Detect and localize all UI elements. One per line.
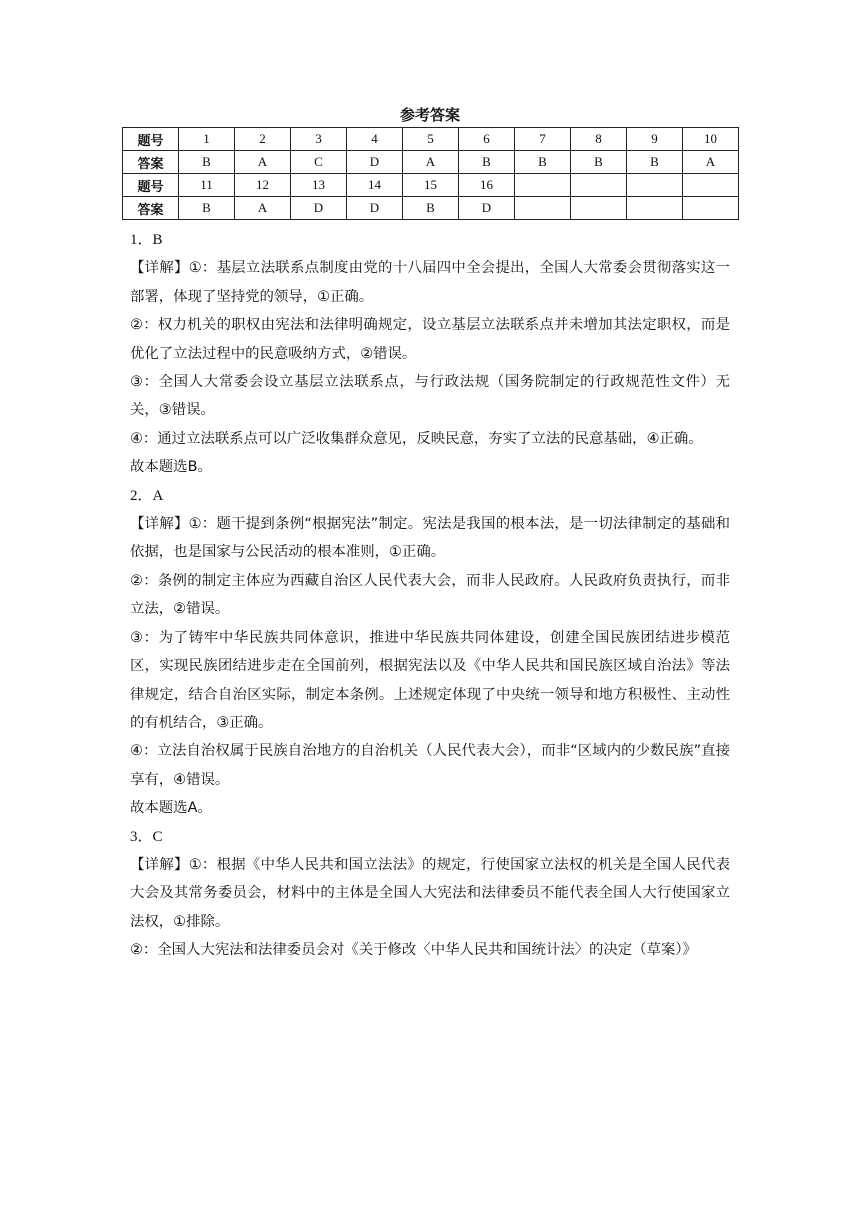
- question-answer-heading: 3．C: [130, 828, 163, 845]
- table-cell: A: [683, 151, 739, 174]
- table-cell: B: [179, 151, 235, 174]
- table-cell: B: [403, 197, 459, 220]
- explanation-paragraph: 【详解】①：基层立法联系点制度由党的十八届四中全会提出，全国人大常委会贯彻落实这一部署，体现了坚持党的领导，①正确。: [130, 260, 730, 305]
- row-header: 题号: [123, 128, 179, 151]
- table-cell: 1: [179, 128, 235, 151]
- explanation-paragraph: ③：全国人大常委会设立基层立法联系点，与行政法规（国务院制定的行政规范性文件）无关，③错误。: [130, 374, 730, 419]
- table-cell: [571, 197, 627, 220]
- table-cell: B: [179, 197, 235, 220]
- table-cell: 5: [403, 128, 459, 151]
- table-cell: D: [459, 197, 515, 220]
- explanation-paragraph: 【详解】①：题干提到条例“根据宪法”制定。宪法是我国的根本法，是一切法律制定的基础和依据，也是国家与公民活动的根本准则，①正确。: [130, 516, 730, 561]
- table-cell: 9: [627, 128, 683, 151]
- table-cell: 16: [459, 174, 515, 197]
- answer-table: [122, 127, 739, 220]
- explanation-paragraph: ②：条例的制定主体应为西藏自治区人民代表大会，而非人民政府。人民政府负责执行，而非立法，②错误。: [130, 572, 730, 618]
- explanation-paragraph: ④：立法自治权属于民族自治地方的自治机关（人民代表大会），而非“区域内的少数民族”直接享有，④错误。: [130, 743, 730, 788]
- page-title: 参考答案: [399, 106, 460, 124]
- table-cell: [515, 197, 571, 220]
- table-cell: 11: [179, 174, 235, 197]
- table-cell: 4: [347, 128, 403, 151]
- table-cell: A: [235, 151, 291, 174]
- table-cell: 3: [291, 128, 347, 151]
- explanation-paragraph: ②：全国人大宪法和法律委员会对《关于修改〈中华人民共和国统计法〉的决定（草案）》: [130, 942, 697, 959]
- table-cell: 14: [347, 174, 403, 197]
- table-cell: D: [291, 197, 347, 220]
- question-answer-heading: 2．A: [130, 487, 164, 504]
- explanation-paragraph: 【详解】①：根据《中华人民共和国立法法》的规定，行使国家立法权的机关是全国人民代表大会及其常务委员会，材料中的主体是全国人大宪法和法律委员不能代表全国人大行使国家立法权，①排除。: [130, 856, 730, 930]
- row-header: 答案: [123, 197, 179, 220]
- table-cell: A: [403, 151, 459, 174]
- table-cell: 7: [515, 128, 571, 151]
- explanation-paragraph: 故本题选A。: [130, 800, 212, 817]
- row-header: 答案: [123, 151, 179, 174]
- table-cell: 10: [683, 128, 739, 151]
- explanation-paragraph: ②：权力机关的职权由宪法和法律明确规定，设立基层立法联系点并未增加其法定职权，而是优化了立法过程中的民意吸纳方式，②错误。: [130, 317, 730, 362]
- table-cell: 12: [235, 174, 291, 197]
- table-row: [123, 174, 739, 197]
- table-row: [123, 151, 739, 174]
- table-cell: B: [571, 151, 627, 174]
- table-cell: [627, 174, 683, 197]
- explanation-paragraph: 故本题选B。: [130, 459, 212, 476]
- table-cell: B: [627, 151, 683, 174]
- table-cell: [683, 197, 739, 220]
- table-row: [123, 128, 739, 151]
- table-cell: [515, 174, 571, 197]
- table-cell: B: [515, 151, 571, 174]
- table-cell: 2: [235, 128, 291, 151]
- table-cell: 6: [459, 128, 515, 151]
- table-cell: D: [347, 151, 403, 174]
- table-cell: 8: [571, 128, 627, 151]
- table-cell: [627, 197, 683, 220]
- table-cell: B: [459, 151, 515, 174]
- explanation-paragraph: ③：为了铸牢中华民族共同体意识，推进中华民族共同体建设，创建全国民族团结进步模范区，实现民族团结进步走在全国前列，根据宪法以及《中华人民共和国民族区域自治法》等法律规定，结合自治区实际，制定本条例。上述规定体现了中央统一领导和地方积极性、主动性的有机结合，③正确。: [130, 629, 730, 731]
- table-cell: [683, 174, 739, 197]
- question-answer-heading: 1．B: [130, 232, 163, 248]
- table-row: [123, 197, 739, 220]
- explanation-text: [130, 226, 730, 965]
- table-cell: D: [347, 197, 403, 220]
- row-header: 题号: [123, 174, 179, 197]
- table-cell: [571, 174, 627, 197]
- explanation-paragraph: ④：通过立法联系点可以广泛收集群众意见，反映民意，夯实了立法的民意基础，④正确。: [130, 430, 703, 447]
- table-cell: A: [235, 197, 291, 220]
- table-cell: 15: [403, 174, 459, 197]
- table-cell: C: [291, 151, 347, 174]
- table-cell: 13: [291, 174, 347, 197]
